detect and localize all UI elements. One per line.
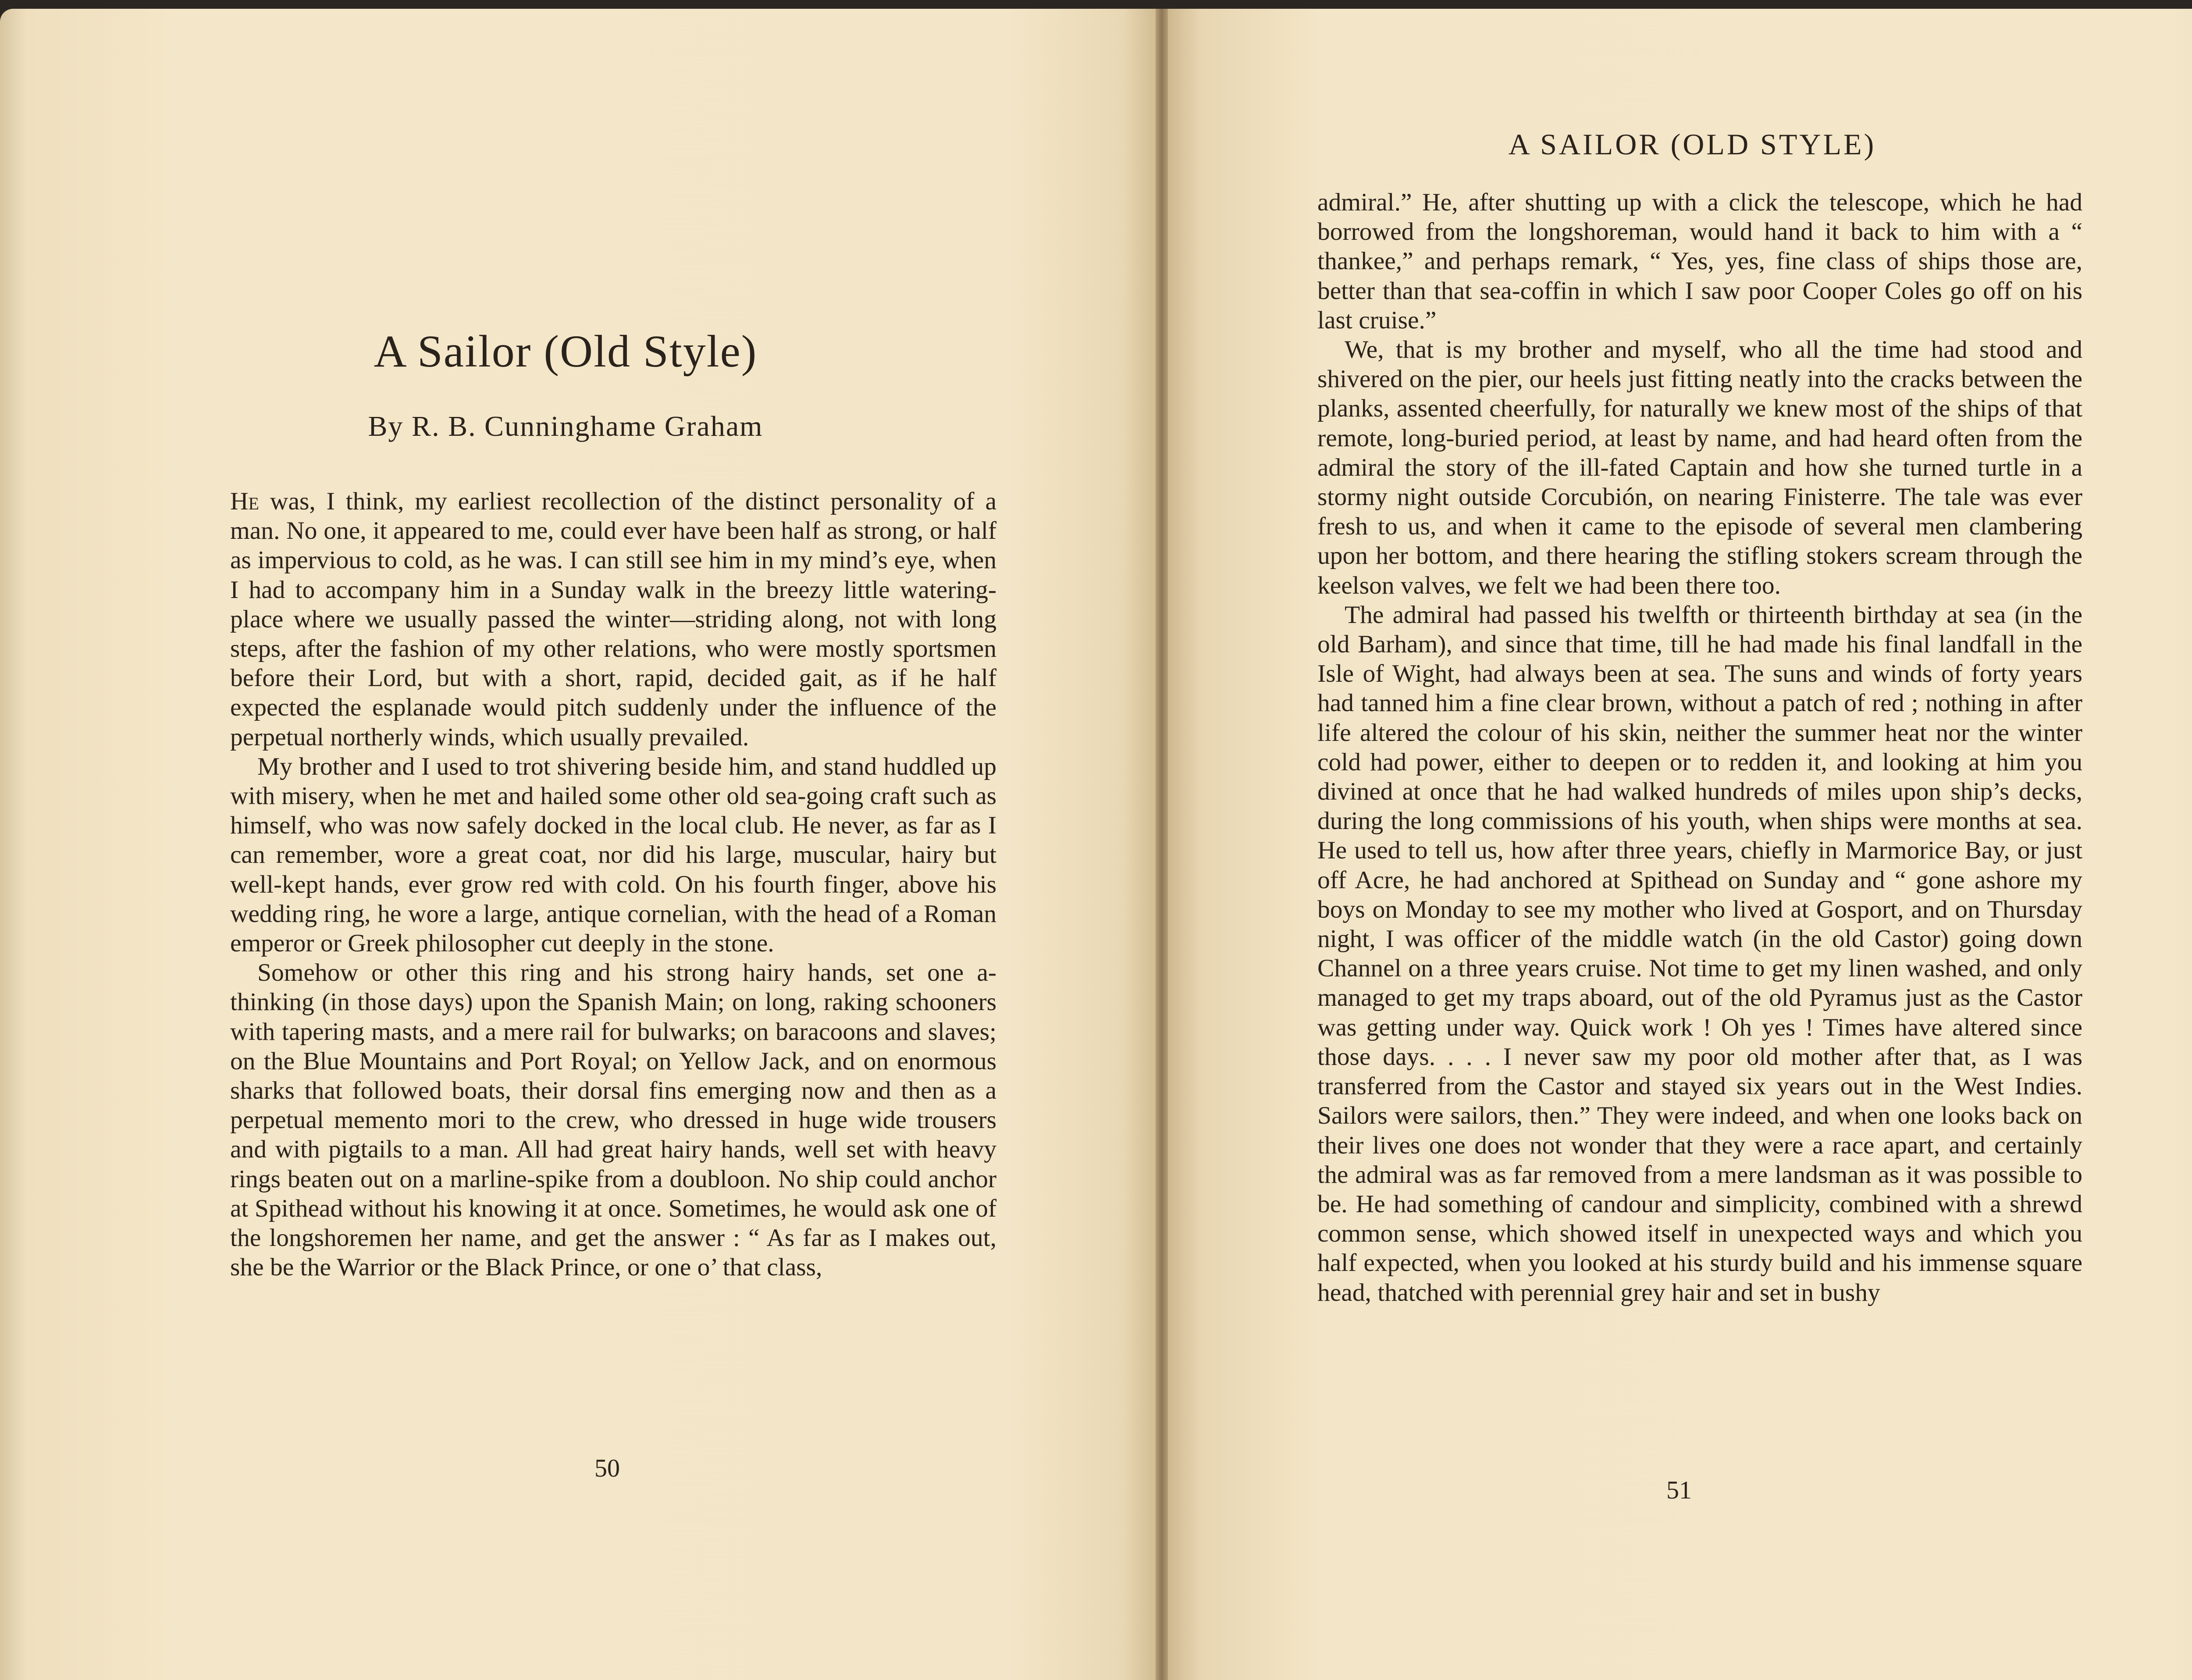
left-page — [0, 9, 1162, 1680]
drop-word: He — [230, 488, 259, 515]
article-title: A Sailor (Old Style) — [374, 326, 758, 377]
book-gutter — [1156, 9, 1168, 1680]
right-page-body — [1317, 188, 2082, 1307]
paragraph: He was, I think, my earliest recollection of the distinct personality of a man. No one, it appeared to me, could ever have been half as strong, or half as impervious to cold, as he was. I can still see him in my mind’s eye, when I had to accompany him in a Sunday walk in the breezy little watering-place where we usually passed the winter—striding along, not with long steps, after the fashion of my other relations, who were mostly sportsmen before their Lord, but with a short, rapid, decided gait, as if he half expected the esplanade would pitch suddenly under the influence of the perpetual northerly winds, which usually prevailed. — [230, 488, 997, 751]
book-spread — [0, 9, 2192, 1680]
paragraph: Somehow or other this ring and his strong hairy hands, set one a-thinking (in those days) upon the Spanish Main; on long, raking schooners with tapering masts, and a mere rail for bulwarks; on baracoons and slaves; on the Blue Mountains and Port Royal; on Yellow Jack, and on enormous sharks that followed boats, their dorsal fins emerging now and then as a perpetual memento mori to the crew, who dressed in huge wide trousers and with pigtails to a man. All had great hairy hands, well set with heavy rings beaten out on a marline-spike from a doubloon. No ship could anchor at Spithead without his knowing it at once. Sometimes, he would ask one of the longshoremen her name, and get the answer : “ As far as I makes out, she be the Warrior or the Black Prince, or one o’ that class, — [230, 959, 996, 1281]
left-page-body — [230, 487, 996, 1282]
paragraph: The admiral had passed his twelfth or thirteenth birthday at sea (in the old Barham), and since that time, till he had made his final landfall in the Isle of Wight, had always been at sea. The suns and winds of forty years had tanned him a fine clear brown, without a patch of red ; nothing in after life altered the colour of his skin, neither the summer heat nor the winter cold had power, either to deepen or to redden it, and looking at him you divined at once that he had walked hundreds of miles upon ship’s decks, during the long commissions of his youth, when ships were months at sea. He used to tell us, how after three years, chiefly in Marmorice Bay, or just off Acre, he had anchored at Spithead on Sunday and “ gone ashore my boys on Monday to see my mother who lived at Gosport, and on Thursday night, I was officer of the middle watch (in the old Castor) going down Channel on a three years cruise. Not time to get my linen washed, and only managed to get my traps aboard, out of the old Pyramus just as the Castor was getting under way. Quick work ! Oh yes ! Times have altered since those days. . . . I never saw my poor old mother after that, as I was transferred from the Castor and stayed six years out in the West Indies. Sailors were sailors, then.” They were indeed, and when one looks back on their lives one does not wonder that they were a race apart, and certainly the admiral was as far removed from a mere landsman as it was possible to be. He had something of candour and simplicity, combined with a shrewd common sense, which showed itself in unexpected ways and which you half expected, when you looked at his sturdy build and his immense square head, thatched with perennial grey hair and set in bushy — [1317, 601, 2082, 1306]
page-number: 50 — [594, 1454, 620, 1482]
page-number: 51 — [1666, 1476, 1692, 1504]
article-byline: By R. B. Cunninghame Graham — [368, 410, 763, 442]
paragraph: admiral.” He, after shutting up with a click the telescope, which he had borrowed from the longshoreman, would hand it back to him with a “ thankee,” and perhaps remark, “ Yes, yes, fine class of ships those are, better than that sea-coffin in which I saw poor Cooper Coles go off on his last cruise.” — [1317, 189, 2082, 334]
paragraph: My brother and I used to trot shivering beside him, and stand huddled up with misery, when he met and hailed some other old sea-going craft such as himself, who was now safely docked in the local club. He never, as far as I can remember, wore a great coat, nor did his large, muscular, hairy but well-kept hands, ever grow red with cold. On his fourth finger, above his wedding ring, he wore a large, antique cornelian, with the head of a Roman emperor or Greek philosopher cut deeply in the stone. — [230, 752, 996, 957]
running-head: A SAILOR (OLD STYLE) — [1508, 128, 1876, 161]
paragraph: We, that is my brother and myself, who all the time had stood and shivered on the pier, our heels just fitting neatly into the cracks between the planks, assented cheerfully, for naturally we knew most of the ships of that remote, long-buried period, at least by name, and had heard often from the admiral the story of the ill-fated Captain and how she turned turtle in a stormy night outside Corcubión, on nearing Finisterre. The tale was ever fresh to us, and when it came to the episode of several men clambering upon her bottom, and there hearing the stifling stokers scream through the keelson valves, we felt we had been there too. — [1317, 336, 2082, 599]
